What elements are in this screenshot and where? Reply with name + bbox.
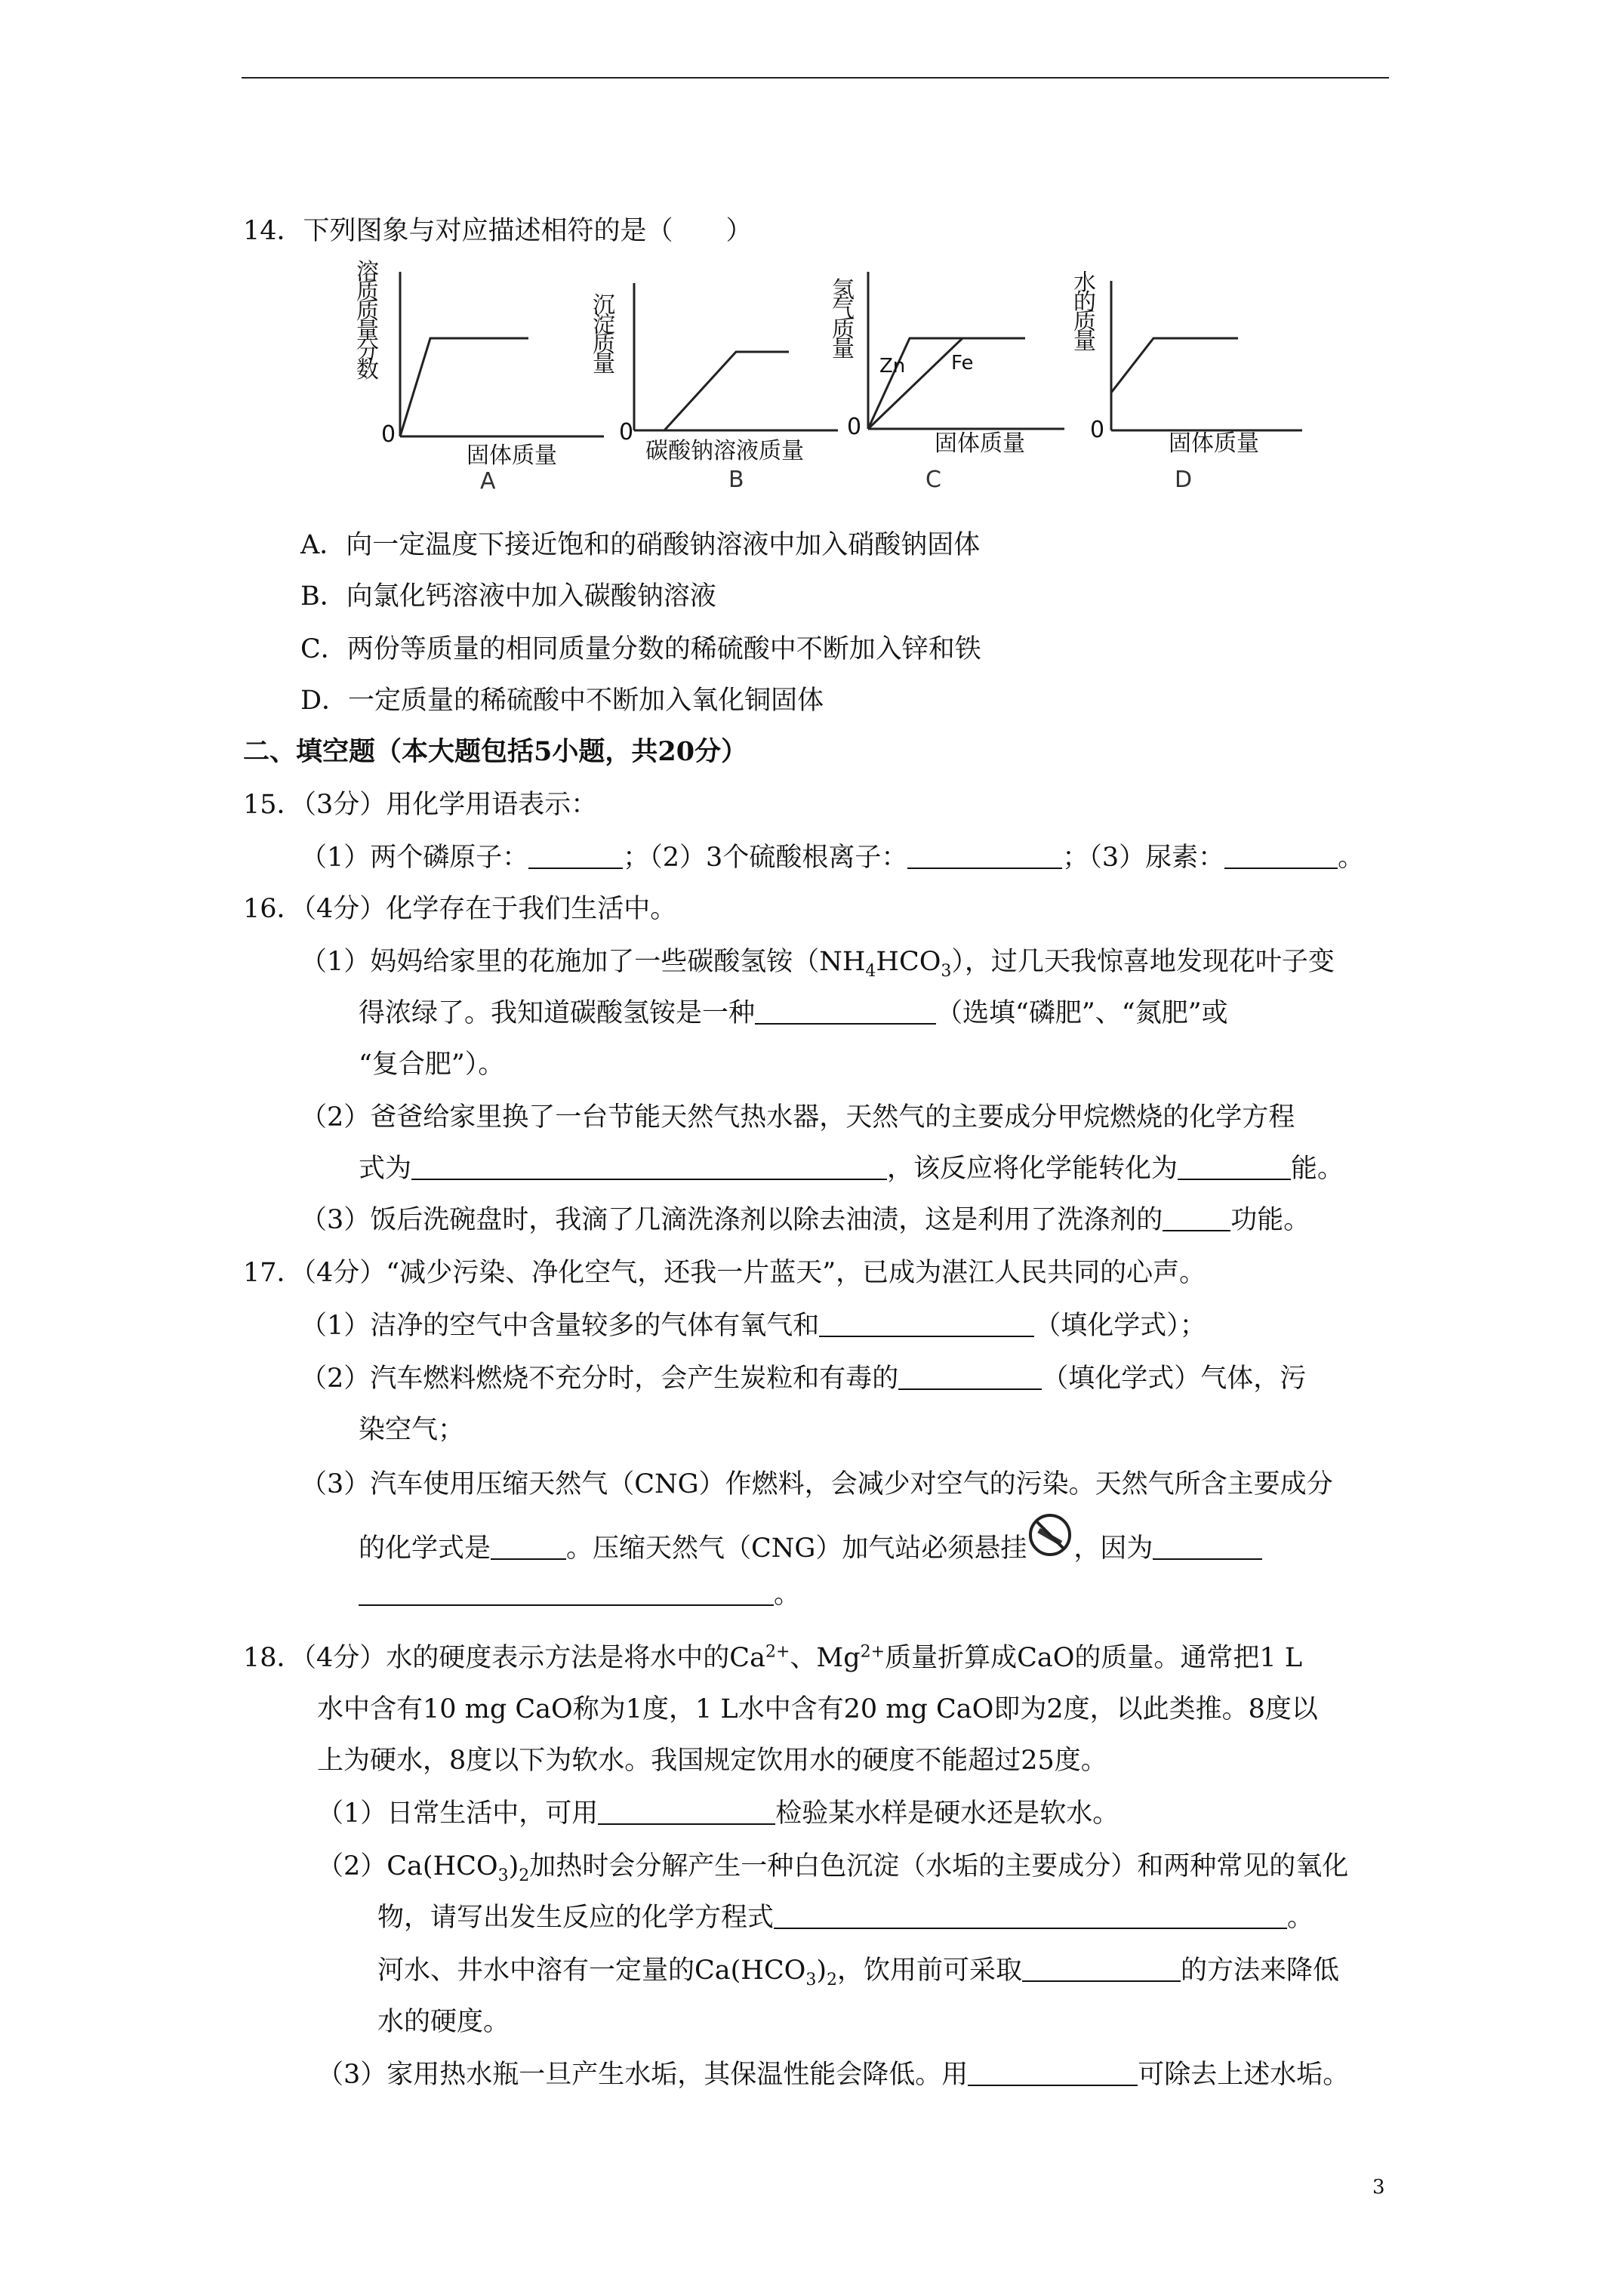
q17-l5a: 的化学式是 <box>359 1533 491 1564</box>
q17-l1a: （1）洁净的空气中含量较多的气体有氧气和 <box>300 1311 820 1341</box>
q16-blank-3[interactable] <box>1178 1154 1291 1180</box>
q17-l5c: ，因为 <box>1073 1533 1153 1564</box>
q18-part-2-line-4: 水的硬度。 <box>377 2007 510 2037</box>
q15-stem: 15．（3分）用化学用语表示： <box>243 790 598 820</box>
q18-sub-2b: 2 <box>826 1971 837 1989</box>
q17-blank-4[interactable] <box>1153 1534 1262 1560</box>
q17-l2b: （填化学式）气体，污 <box>1042 1364 1307 1394</box>
q18-part-2-line-2 <box>377 1903 1313 1933</box>
section-2-heading: 二、填空题（本大题包括5小题，共20分） <box>243 736 748 767</box>
q18-blank-3[interactable] <box>1022 1956 1181 1982</box>
q16-line-3: “复合肥”）。 <box>359 1049 505 1080</box>
q18-sup-ca: 2+ <box>765 1642 790 1662</box>
graph-a-origin: 0 <box>381 421 396 448</box>
q18-l1e: 质量折算成CaO的质量。通常把1 L <box>885 1643 1303 1673</box>
q15-blank-1[interactable] <box>528 843 623 869</box>
q15-part1: （1）两个磷原子： <box>300 843 529 873</box>
q17-l1b: （填化学式）； <box>1034 1311 1206 1341</box>
q15-blank-3[interactable] <box>1224 843 1338 869</box>
q16-l5a: 式为 <box>359 1154 412 1184</box>
q17-stem: 17．（4分）“减少污染、净化空气，还我一片蓝天”，已成为湛江人民共同的心声。 <box>243 1258 1206 1288</box>
q15-blank-2[interactable] <box>907 843 1062 869</box>
q14-option-c: C．两份等质量的相同质量分数的稀硫酸中不断加入锌和铁 <box>300 634 981 664</box>
page-number: 3 <box>1372 2176 1385 2199</box>
q18-sub-2a: 2 <box>519 1866 530 1885</box>
q15-line <box>300 843 1364 873</box>
q18-blank-4[interactable] <box>968 2060 1138 2086</box>
q16-l1c: HCO <box>876 947 941 977</box>
graph-c-ylabel: 氢气质量 <box>832 277 855 362</box>
graph-d-ylabel: 水的质量 <box>1073 270 1096 355</box>
graph-a-xlabel: 固体质量 <box>467 442 557 469</box>
q18-part-3 <box>317 2060 1349 2090</box>
q16-l1e: ），过几天我惊喜地发现花叶子变 <box>951 947 1335 977</box>
graph-c-line-fe: Fe <box>951 352 974 374</box>
q18-l1a: 18．（4分）水的硬度表示方法是将水中的Ca <box>243 1643 765 1673</box>
q18-line-3: 上为硬水，8度以下为软水。我国规定饮用水的硬度不能超过25度。 <box>317 1746 1107 1776</box>
q18-p3a: （3）家用热水瓶一旦产生水垢，其保温性能会降低。用 <box>317 2060 969 2090</box>
q18-p2m: 的方法来降低 <box>1180 1955 1339 1986</box>
graph-b-origin: 0 <box>619 419 634 445</box>
q16-l2b: （选填“磷肥”、“氮肥”或 <box>936 998 1228 1028</box>
graph-d-origin: 0 <box>1090 417 1105 443</box>
q18-part-2 <box>317 1851 1349 1885</box>
graph-d-letter: D <box>1175 467 1193 493</box>
q18-sub-3b: 3 <box>805 1971 817 1989</box>
q17-line-6 <box>359 1579 800 1610</box>
no-smoking-sign-icon <box>1027 1528 1073 1558</box>
q16-l2a: 得浓绿了。我知道碳酸氢铵是一种 <box>359 998 756 1028</box>
q14-option-a: A．向一定温度下接近饱和的硝酸钠溶液中加入硝酸钠固体 <box>300 530 981 560</box>
graph-d <box>0 0 1623 529</box>
graph-a-ylabel: 溶质质量分数 <box>356 259 379 384</box>
graph-c-letter: C <box>925 467 941 493</box>
q17-line-5 <box>359 1528 1262 1564</box>
graph-c-xlabel: 固体质量 <box>935 430 1025 457</box>
q16-l6a: （3）饭后洗碗盘时，我滴了几滴洗涤剂以除去油渍，这是利用了洗涤剂的 <box>300 1205 1163 1235</box>
q16-sub-4: 4 <box>865 962 876 981</box>
graph-b-letter: B <box>728 467 744 493</box>
q18-p2a: （2）Ca(HCO <box>317 1851 498 1881</box>
graph-a-letter: A <box>480 468 496 495</box>
q14-stem: 14．下列图象与对应描述相符的是（ ） <box>243 216 753 246</box>
q16-line-4: （2）爸爸给家里换了一台节能天然气热水器，天然气的主要成分甲烷燃烧的化学方程 <box>300 1102 1295 1133</box>
q18-p1b: 检验某水样是硬水还是软水。 <box>775 1798 1119 1829</box>
q18-p1a: （1）日常生活中，可用 <box>317 1798 599 1829</box>
q18-line-2: 水中含有10 mg CaO称为1度，1 L水中含有20 mg CaO即为2度，以此类推。8度以 <box>317 1694 1318 1724</box>
q16-blank-1[interactable] <box>755 999 936 1025</box>
q16-l1a: （1）妈妈给家里的花施加了一些碳酸氢铵（NH <box>300 947 866 977</box>
q18-line-1 <box>243 1643 1302 1673</box>
graph-b-xlabel: 碳酸钠溶液质量 <box>645 438 804 464</box>
q18-p2j: ) <box>816 1955 827 1986</box>
q16-sub-3: 3 <box>941 962 952 981</box>
q17-line-1 <box>300 1311 1206 1341</box>
q16-blank-2[interactable] <box>411 1154 887 1180</box>
q15-part3: ；（3）尿素： <box>1062 843 1225 873</box>
q16-l5c: 能。 <box>1291 1154 1344 1184</box>
q16-line-2 <box>359 998 1228 1028</box>
q16-blank-4[interactable] <box>1163 1206 1230 1231</box>
graph-c-line-zn: Zn <box>879 355 906 378</box>
q17-line-3: 染空气； <box>359 1415 465 1445</box>
q17-l5b: 。压缩天然气（CNG）加气站必须悬挂 <box>566 1533 1027 1564</box>
q18-p3b: 可除去上述水垢。 <box>1138 2060 1350 2090</box>
graph-c-origin: 0 <box>847 414 862 440</box>
q18-part-1 <box>317 1798 1119 1829</box>
q18-p2h: 河水、井水中溶有一定量的Ca(HCO <box>377 1955 806 1986</box>
q16-line-6 <box>300 1205 1310 1235</box>
q14-option-d: D．一定质量的稀硫酸中不断加入氧化铜固体 <box>300 686 824 716</box>
graph-d-xlabel: 固体质量 <box>1169 430 1259 457</box>
q16-l6b: 功能。 <box>1230 1205 1310 1235</box>
q16-stem: 16．（4分）化学存在于我们生活中。 <box>243 894 677 924</box>
q17-line-2 <box>300 1364 1306 1394</box>
q16-l5b: ，该反应将化学能转化为 <box>887 1154 1178 1184</box>
q14-option-b: B．向氯化钙溶液中加入碳酸钠溶液 <box>300 581 716 612</box>
graph-b-ylabel: 沉淀质量 <box>593 292 615 378</box>
q18-p2f: 物，请写出发生反应的化学方程式 <box>377 1903 775 1933</box>
q18-sub-3a: 3 <box>497 1866 509 1885</box>
q17-blank-1[interactable] <box>819 1311 1034 1337</box>
q18-p2g: 。 <box>1287 1903 1314 1933</box>
q18-p2e: 加热时会分解产生一种白色沉淀（水垢的主要成分）和两种常见的氧化 <box>529 1851 1349 1881</box>
q17-blank-3[interactable] <box>491 1534 566 1560</box>
q17-blank-5[interactable] <box>359 1580 774 1606</box>
q18-l1c: 、Mg <box>790 1643 861 1673</box>
q17-l2a: （2）汽车燃料燃烧不充分时，会产生炭粒和有毒的 <box>300 1364 899 1394</box>
q17-blank-2[interactable] <box>898 1364 1042 1390</box>
q17-line-4: （3）汽车使用压缩天然气（CNG）作燃料，会减少对空气的污染。天然气所含主要成分 <box>300 1469 1333 1499</box>
q17-l6: 。 <box>774 1579 801 1610</box>
q18-blank-1[interactable] <box>598 1799 775 1825</box>
q15-end: 。 <box>1338 843 1365 873</box>
q16-line-1 <box>300 947 1335 981</box>
q18-p2c: ) <box>508 1851 519 1881</box>
q18-sup-mg: 2+ <box>860 1642 885 1662</box>
q18-blank-2[interactable] <box>774 1903 1287 1929</box>
q18-p2l: ，饮用前可采取 <box>836 1955 1022 1986</box>
q16-line-5 <box>359 1154 1344 1184</box>
q15-part2: ；（2）3个硫酸根离子： <box>623 843 908 873</box>
q18-part-2-line-3 <box>377 1955 1339 1989</box>
